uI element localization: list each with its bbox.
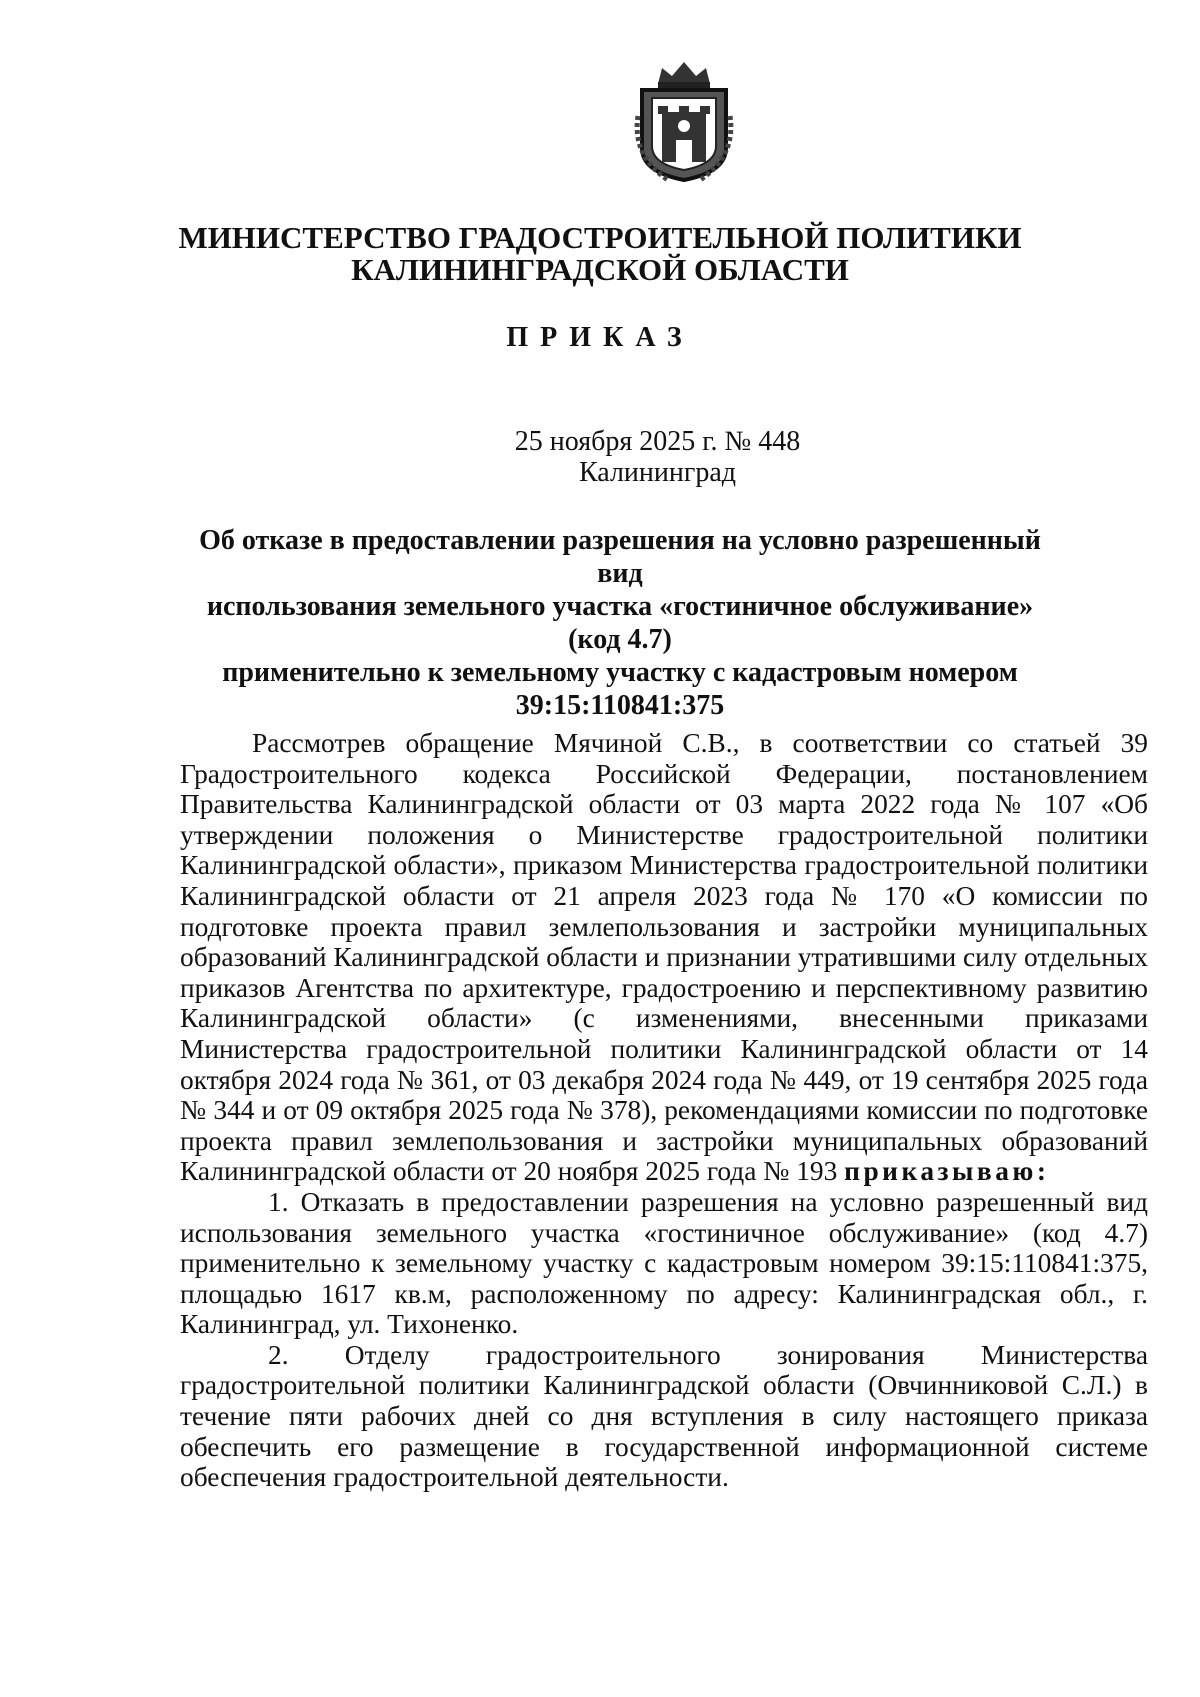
ministry-name (0, 222, 1200, 286)
subject-line-1: Об отказе в предоставлении разрешения на условно разрешенный вид (199, 525, 1041, 589)
ministry-line-1: МИНИСТЕРСТВО ГРАДОСТРОИТЕЛЬНОЙ ПОЛИТИКИ (178, 220, 1022, 255)
ministry-line-2: КАЛИНИНГРАДСКОЙ ОБЛАСТИ (351, 252, 849, 287)
subject-line-3: применительно к земельному участку с кадастровым номером (222, 657, 1018, 688)
date-number: 25 ноября 2025 г. № 448 (514, 426, 801, 457)
order-item-2: 2. Отделу градостроительного зонирования Министерства градостроительной политики Калининградской области (Овчинниковой С.Л.) в течение пяти рабочих дней со дня вступления в силу настоящего приказа обеспечить его размещение в государственной информационной системе обеспечения градостроительной деятельности. (180, 1339, 1148, 1493)
date-and-place (0, 426, 1200, 488)
order-body (180, 728, 1148, 1493)
order-subject (185, 524, 1055, 722)
order-word: приказываю: (844, 1156, 1050, 1187)
order-item-1: 1. Отказать в предоставлении разрешения на условно разрешенный вид использования земельного участка «гостиничное обслуживание» (код 4.7) применительно к земельному участку с кадастровым номером 39:15:110841:375, площадью 1617 кв.м, расположенному по адресу: Калининградская обл., г. Калининград, ул. Тихоненко. (180, 1186, 1148, 1340)
preamble-paragraph (180, 728, 1148, 1187)
preamble-text: Рассмотрев обращение Мячиной С.В., в соответствии со статьей 39 Градостроительного кодекса Российской Федерации, постановлением Правительства Калининградской области от 03 марта 2022 года № 107 «Об утверждении положения о Министерстве градостроительной политики Калининградской области», приказом Министерства градостроительной политики Калининградской области от 21 апреля 2023 года № 170 «О комиссии по подготовке проекта правил землепользования и застройки муниципальных образований Калининградской области и признании утратившими силу отдельных приказов Агентства по архитектуре, градостроению и перспективному развитию Калининградской области» (с изменениями, внесенными приказами Министерства градостроительной политики Калининградской области от 14 октября 2024 года № 361, от 03 декабря 2024 года № 449, от 19 сентября 2025 года № 344 и от 09 октября 2025 года № 378), рекомендациями комиссии по подготовке проекта правил землепользования и застройки муниципальных образований Калининградской области от 20 ноября 2025 года № 193 (180, 728, 1148, 1187)
coat-of-arms-icon (628, 56, 740, 184)
subject-line-4: 39:15:110841:375 (515, 690, 725, 721)
city: Калининград (578, 457, 737, 488)
document-type: ПРИКАЗ (506, 322, 694, 353)
subject-line-2: использования земельного участка «гостиничное обслуживание» (код 4.7) (206, 591, 1034, 655)
